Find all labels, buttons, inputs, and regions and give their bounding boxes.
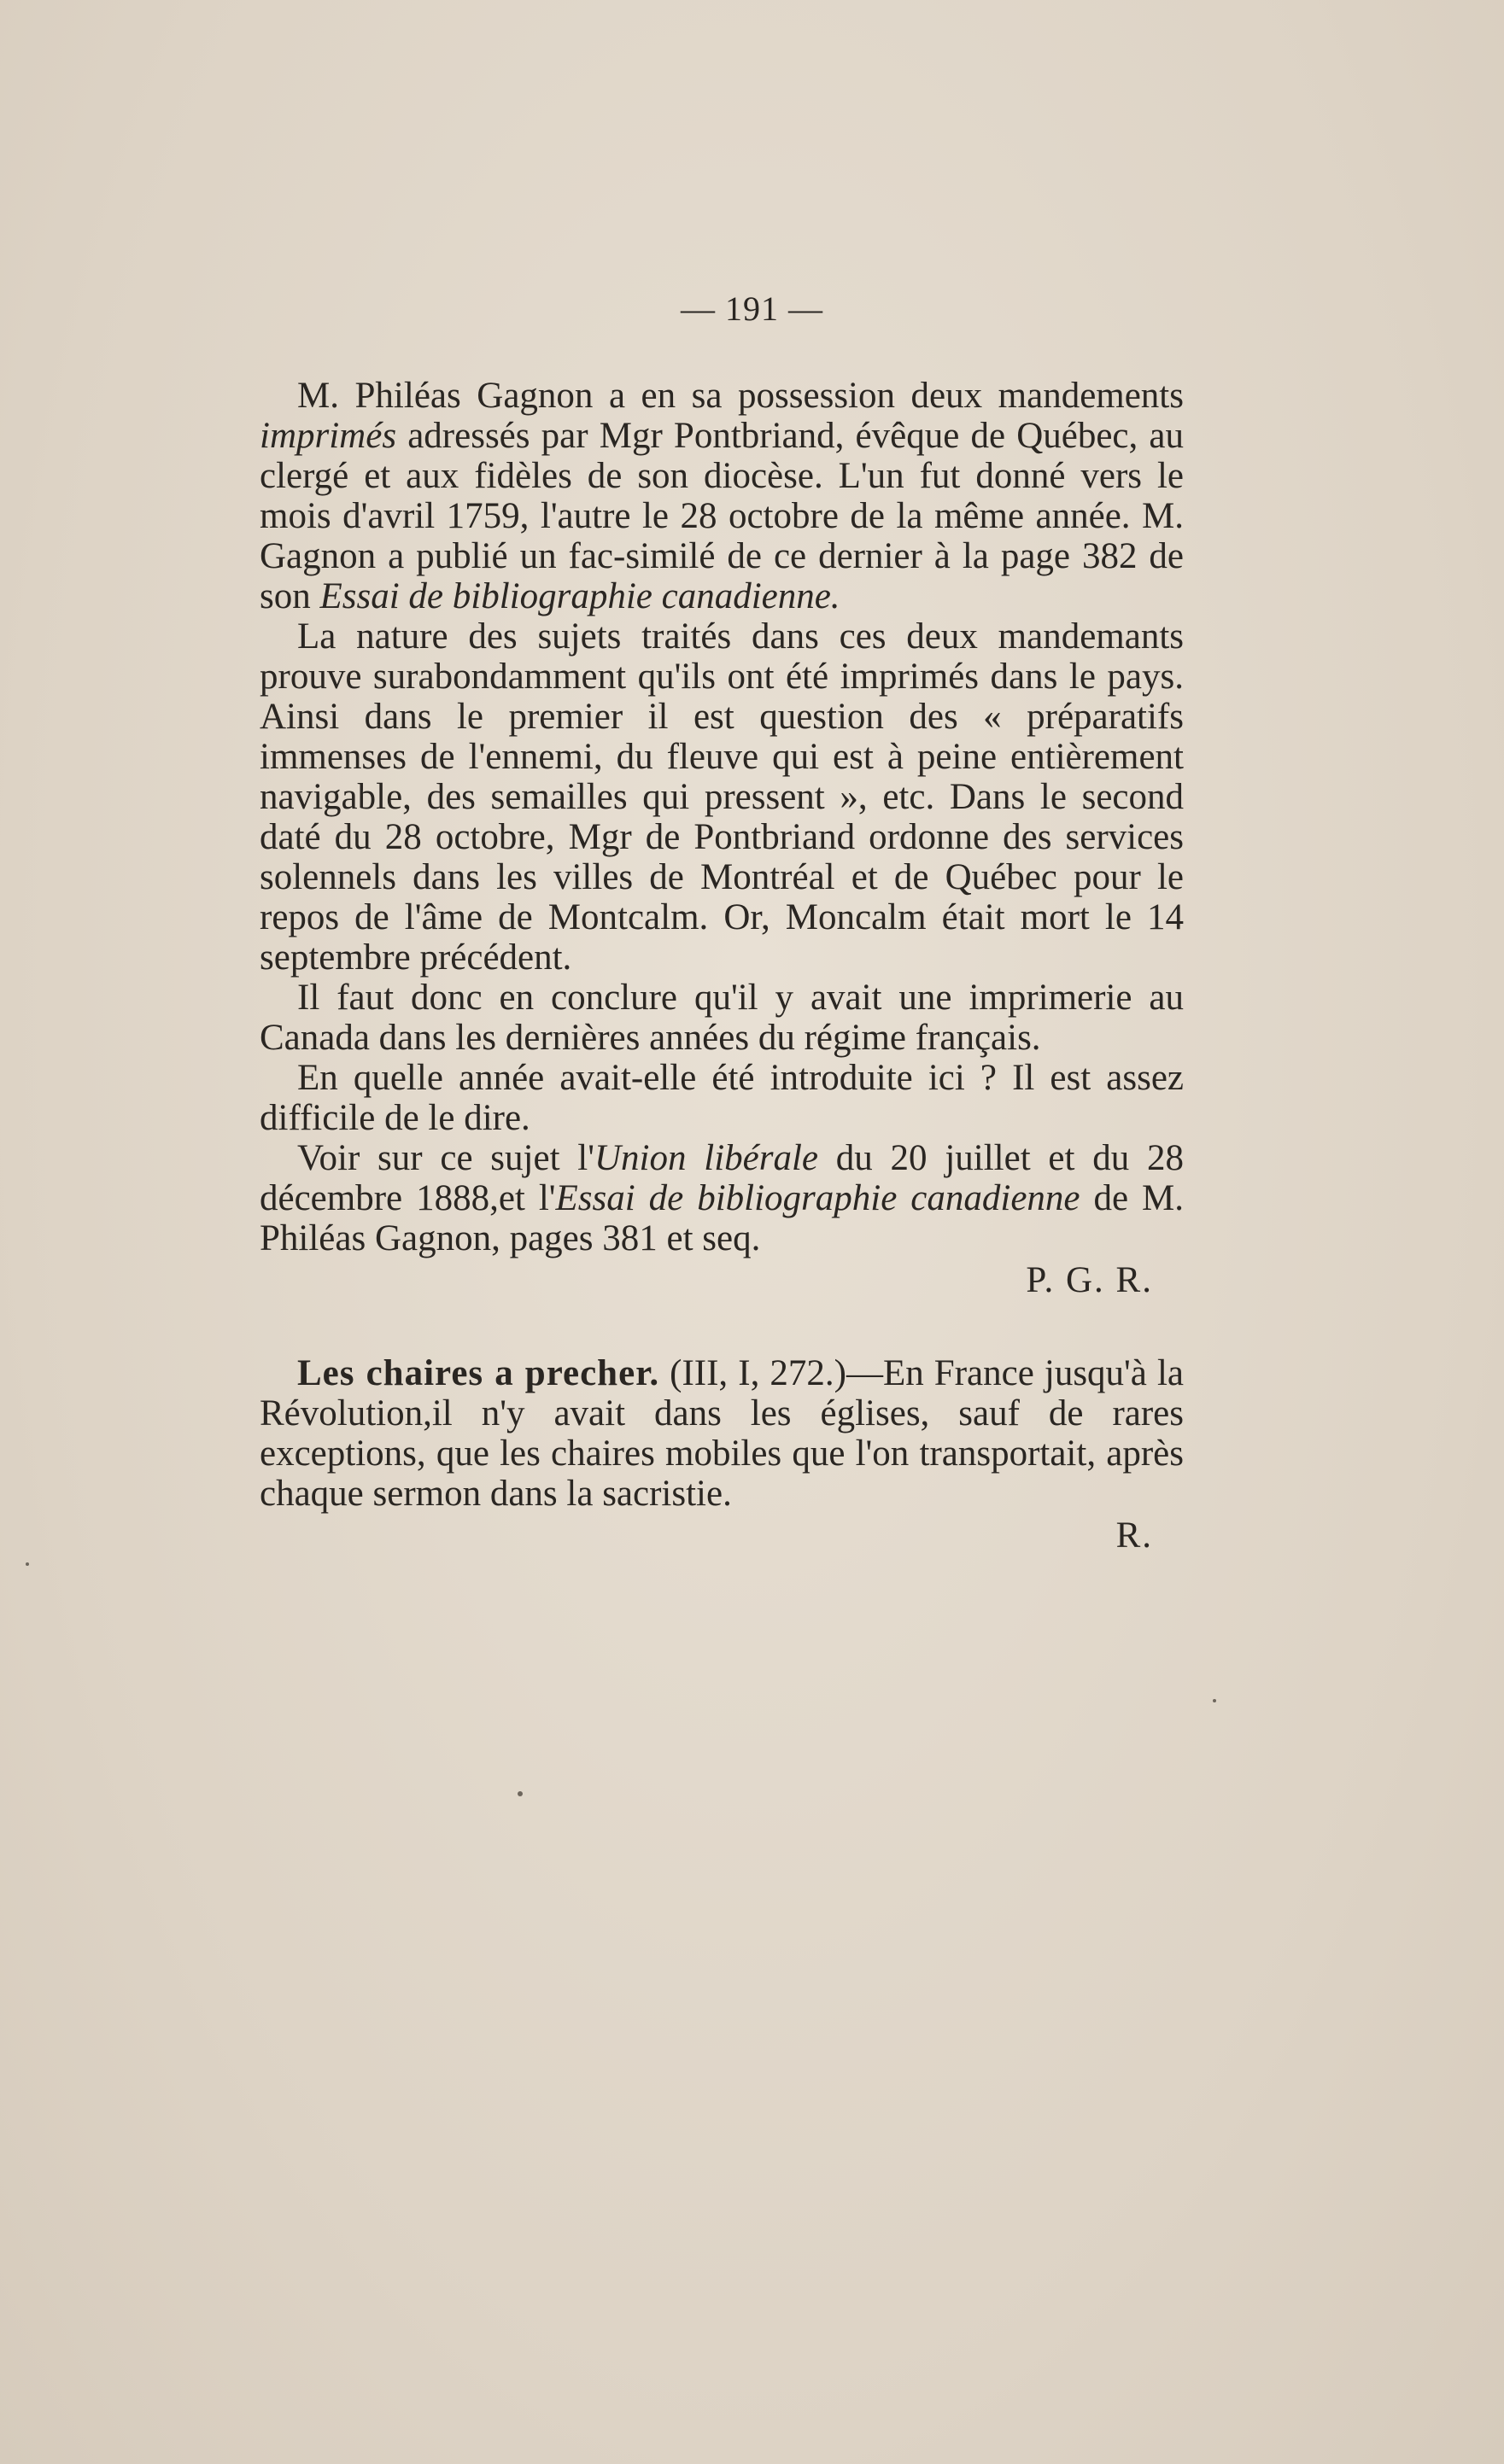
text-segment: M. Philéas Gagnon a en sa possession deux mandements [297,376,1184,416]
text-segment: de M. Philéas Gagnon, pages 381 et seq. [260,1178,1184,1258]
italic-term-imprimes: imprimés [260,416,397,456]
book-title-essai: Essai de bibliographie canadienne. [319,576,840,616]
text-segment: Voir sur ce sujet l' [297,1138,594,1178]
entry-reference: (III, I, 272.)— [659,1353,883,1393]
paper-speck [1213,1699,1216,1702]
paragraph-5 [260,1138,1184,1258]
text-segment: adressés par Mgr Pontbriand, évêque de Québec, au clergé et aux fidèles de son diocèse. L'un fut donné vers le mois d'avril 1759, l'autre le 28 octobre de la même année. M. Gagnon a publié un fac-similé de ce dernier à la page 382 de son [260,416,1184,616]
signature-pgr: P. G. R. [1026,1260,1153,1300]
signature-r: R. [1115,1515,1153,1556]
paragraph-3 [260,978,1184,1058]
text-segment: Il faut donc en conclure qu'il y avait une imprimerie au Canada dans les dernières années du régime français. [260,978,1184,1058]
paragraph-4 [260,1058,1184,1138]
paragraph-1 [260,376,1184,616]
book-title-essai: Essai de bibliographie canadienne [555,1178,1080,1218]
text-segment: En quelle année avait-elle été introduite ici ? Il est assez difficile de le dire. [260,1058,1184,1138]
section-spacer [260,1300,1184,1353]
entry-headword: Les chaires a precher. [297,1353,660,1393]
newspaper-title: Union libérale [594,1138,819,1178]
paper-speck [26,1562,29,1566]
paragraph-2 [260,616,1184,978]
page-number: — 191 — [681,289,823,328]
entry-chaires [260,1353,1184,1514]
text-segment: du 20 juillet et du 28 décembre 1888,et l' [260,1138,1184,1218]
entry-body: En France jusqu'à la Révolution,il n'y avait dans les églises, sauf de rares exceptions, que les chaires mobiles que l'on transportait, après chaque sermon dans la sacristie. [260,1353,1184,1514]
paper-speck [518,1791,523,1796]
article-body [260,376,1184,1556]
text-segment: La nature des sujets traités dans ces deux mandemants prouve surabondamment qu'ils ont été imprimés dans le pays. Ainsi dans le premier il est question des « préparatifs immenses de l'ennemi, du fleuve qui est à peine entièrement navigable, des semailles qui pressent », etc. Dans le second daté du 28 octobre, Mgr de Pontbriand ordonne des services solennels dans les villes de Montréal et de Québec pour le repos de l'âme de Montcalm. Or, Moncalm était mort le 14 septembre précédent. [260,616,1184,978]
